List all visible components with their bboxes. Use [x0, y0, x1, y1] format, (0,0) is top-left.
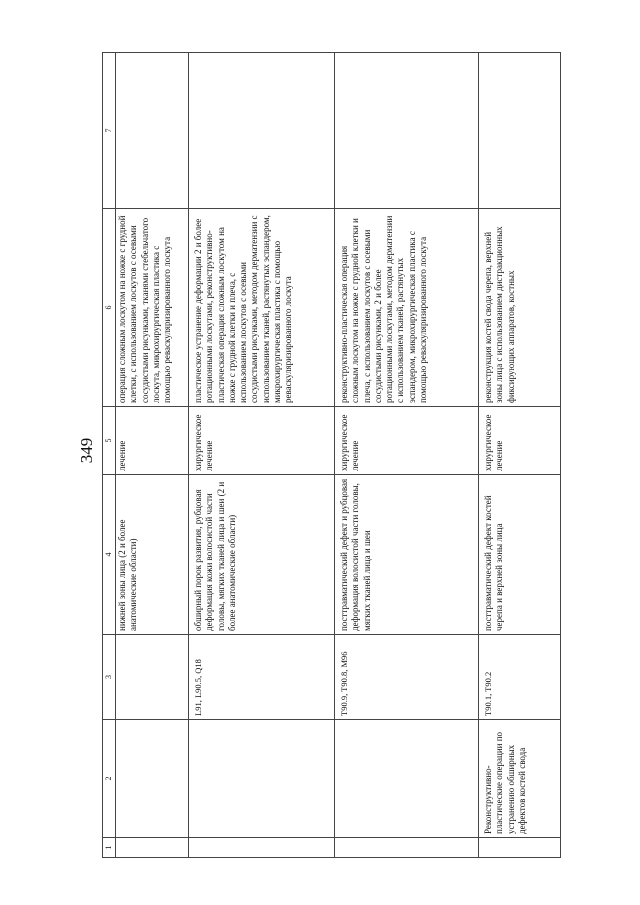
cell-extra: [335, 53, 479, 209]
cell-method: операция сложным лоскутом на ножке с грудной клетки, с использованием лоскутов с осевыми сосудистыми рисунками, тканями стебельчатого лоскута, микрохирургическая пластика с помощью реваскуляризированного лоскута: [116, 209, 189, 407]
cell-procedure-group: [116, 720, 189, 838]
cell-treatment-type: лечение: [116, 407, 189, 475]
header-col-2: 2: [103, 720, 116, 838]
cell-extra: [189, 53, 335, 209]
cell-icd-codes: T90.1, T90.2: [479, 635, 561, 720]
cell-number: [116, 838, 189, 858]
header-col-4: 4: [103, 475, 116, 635]
header-col-6: 6: [103, 209, 116, 407]
cell-method: пластическое устранение деформации 2 и более ротационными лоскутами, реконструктивно-пластическая операция сложным лоскутом на ножке с грудной клетки и плеча, с использованием лоскутов с осевыми сосудистыми рисунками, методом дерматензии с использованием тканей, растянутых эспандером, микрохирургическая пластика с помощью реваскуляризированного лоскута: [189, 209, 335, 407]
procedures-table: [102, 52, 561, 858]
header-col-1: 1: [103, 838, 116, 858]
table-row: [116, 53, 189, 858]
header-col-3: 3: [103, 635, 116, 720]
cell-diagnosis: посттравматический дефект и рубцовая деформация волосистой части головы, мягких тканей лица и шеи: [335, 475, 479, 635]
cell-method: реконструктивно-пластическая операция сложным лоскутом на ножке с грудной клетки и плеча, с использованием лоскутов с осевыми сосудистыми рисунками, 2 и более ротационными лоскутами, методом дерматензии с использованием тканей, растянутых эспандером, микрохирургическая пластика с помощью реваскуляризированного лоскута: [335, 209, 479, 407]
cell-procedure-group: [335, 720, 479, 838]
cell-treatment-type: хирургическое лечение: [479, 407, 561, 475]
cell-method: реконструкция костей свода черепа, верхней зоны лица с использованием дистракционных фиксирующих аппаратов, костных: [479, 209, 561, 407]
cell-treatment-type: хирургическое лечение: [189, 407, 335, 475]
table-row: [335, 53, 479, 858]
table-row: [189, 53, 335, 858]
cell-diagnosis: посттравматический дефект костей черепа и верхней зоны лица: [479, 475, 561, 635]
cell-diagnosis: нижней зоны лица (2 и более анатомические области): [116, 475, 189, 635]
cell-extra: [116, 53, 189, 209]
cell-number: [189, 838, 335, 858]
cell-procedure-group: [189, 720, 335, 838]
page-number: 349: [77, 437, 96, 464]
cell-icd-codes: L91, L90.5, Q18: [189, 635, 335, 720]
header-col-5: 5: [103, 407, 116, 475]
cell-procedure-group: Реконструктивно-пластические операции по устранению обширных дефектов костей свода: [479, 720, 561, 838]
cell-number: [479, 838, 561, 858]
cell-icd-codes: T90.9, T90.8, M96: [335, 635, 479, 720]
cell-extra: [479, 53, 561, 209]
table-header-row: [103, 53, 116, 858]
header-col-7: 7: [103, 53, 116, 209]
cell-number: [335, 838, 479, 858]
table-row: [479, 53, 561, 858]
cell-treatment-type: хирургическое лечение: [335, 407, 479, 475]
rotated-page-content: [76, 43, 566, 858]
cell-diagnosis: обширный порок развития, рубцовая деформация кожи волосистой части головы, мягких тканей лица и шеи (2 и более анатомические области): [189, 475, 335, 635]
cell-icd-codes: [116, 635, 189, 720]
